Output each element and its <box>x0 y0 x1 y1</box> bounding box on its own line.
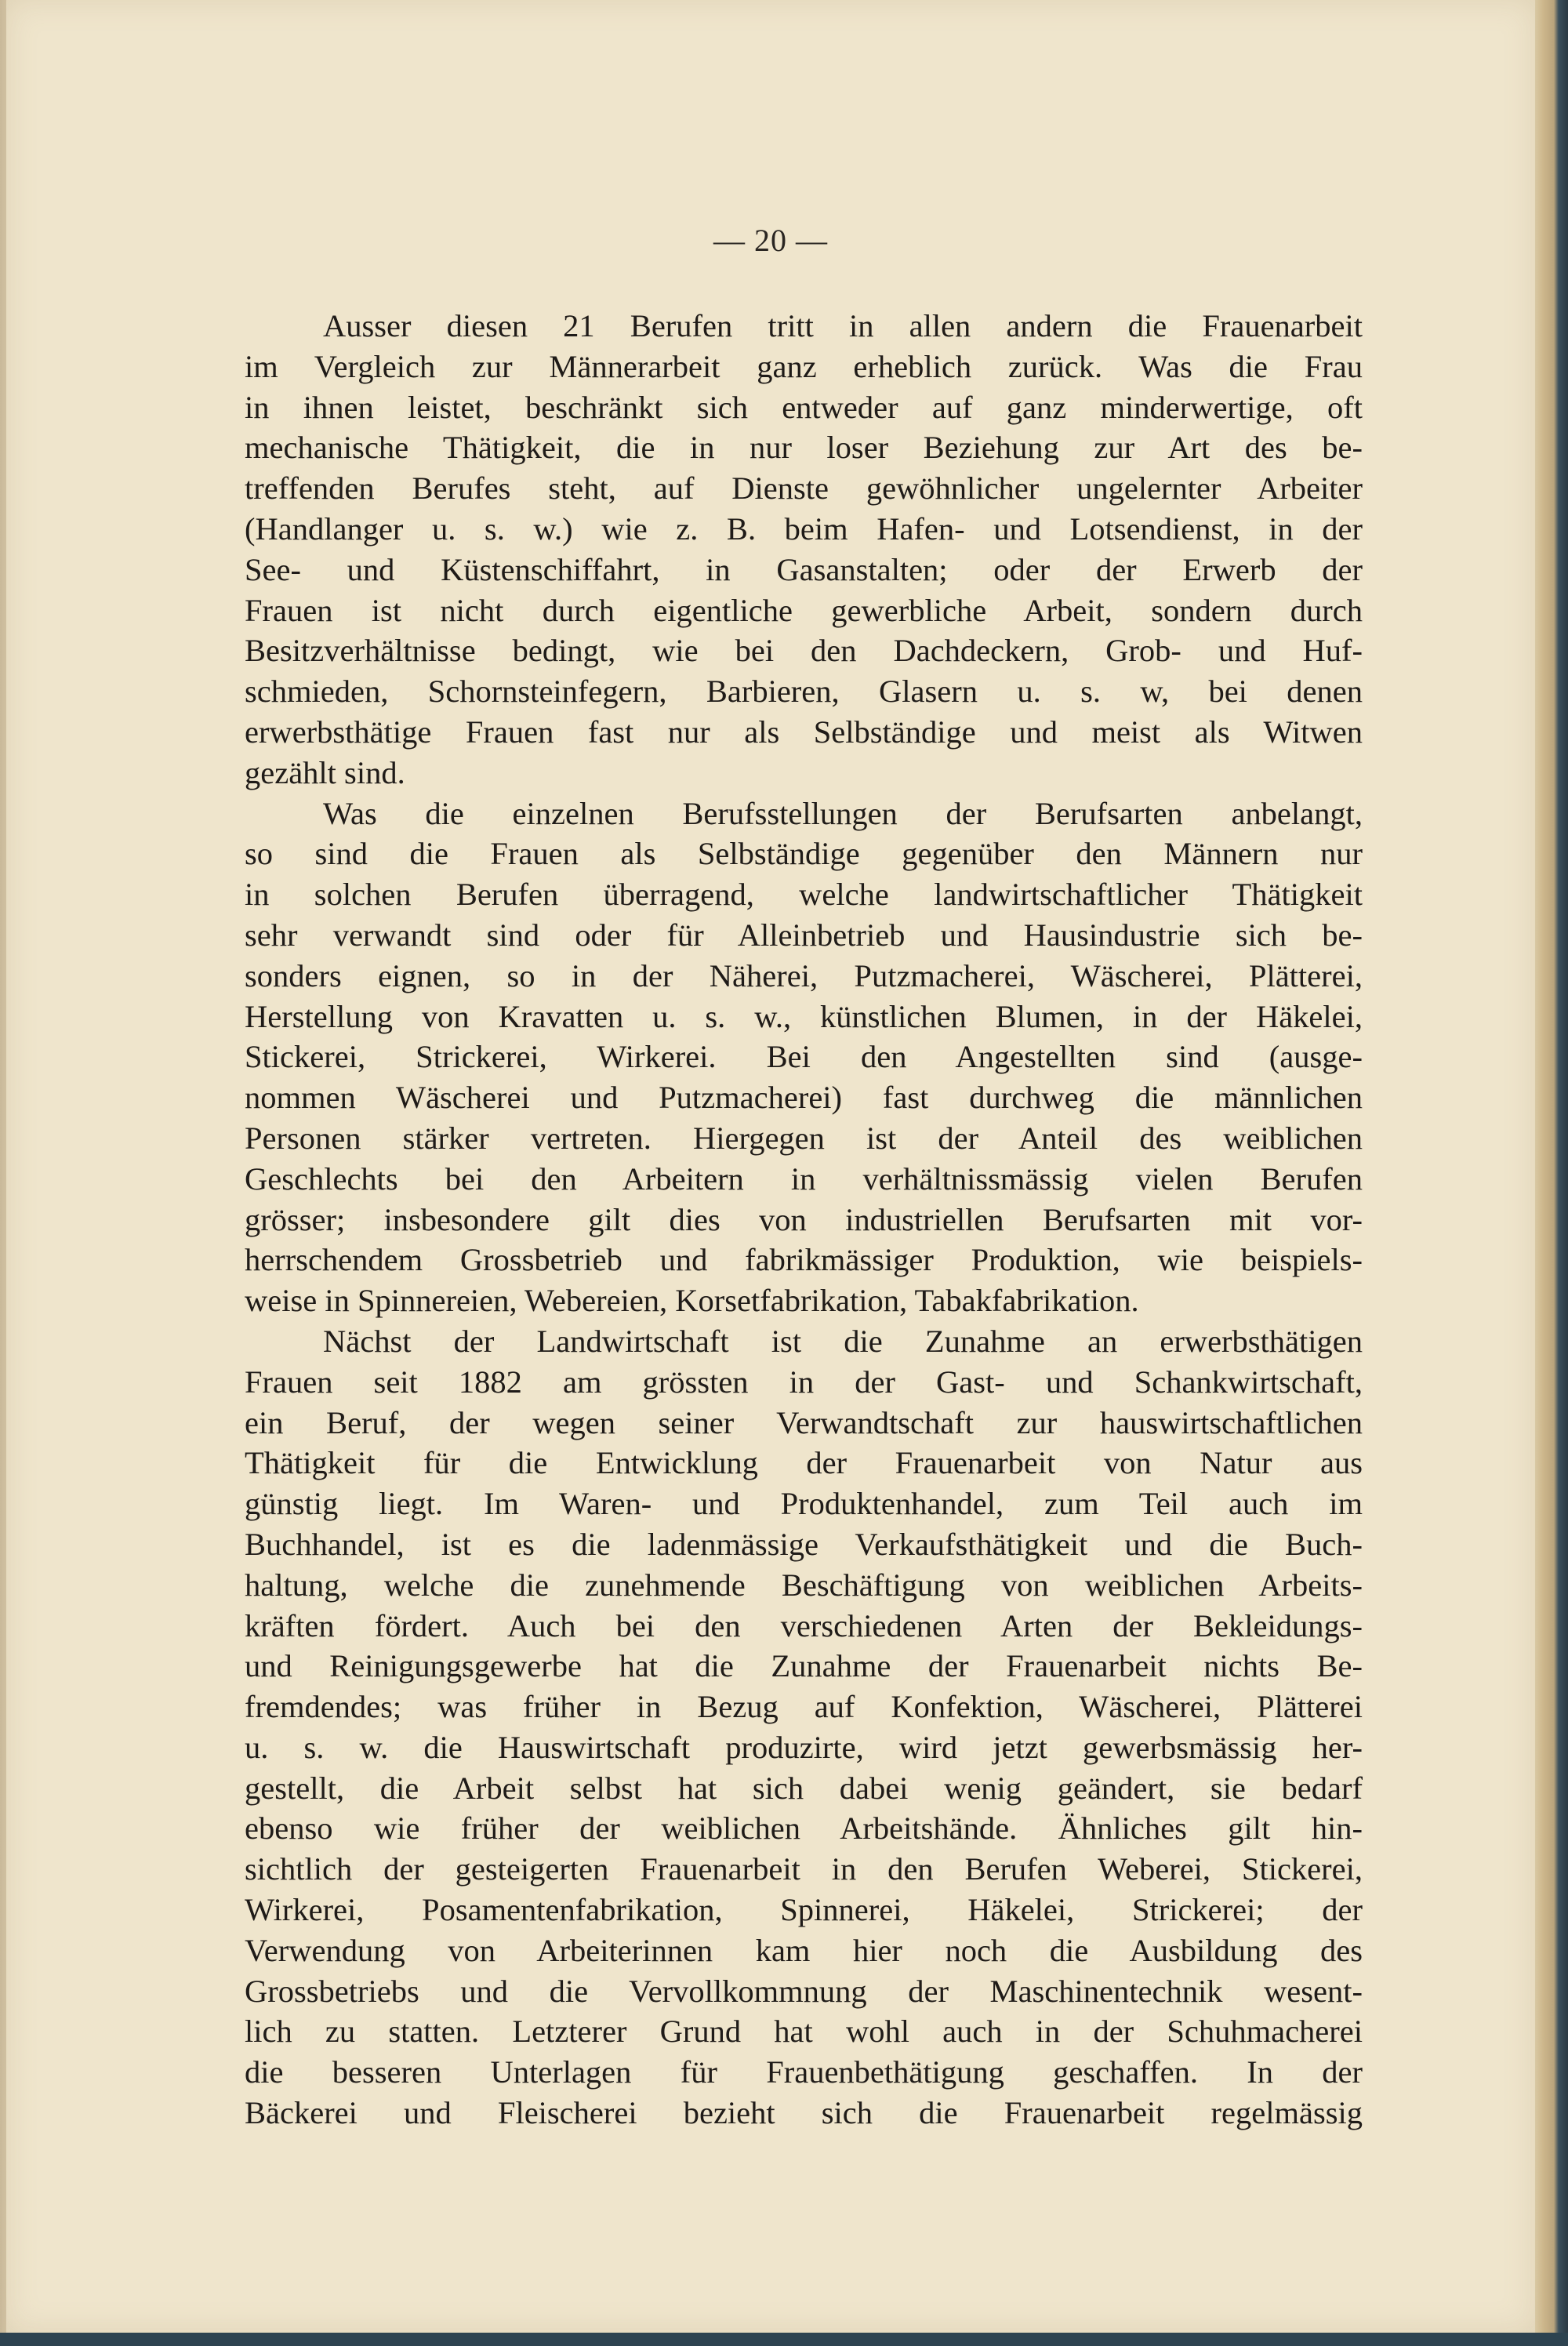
book-page <box>6 0 1535 2333</box>
text-line: in ihnen leistet, beschränkt sich entweder auf ganz minderwertige, oft <box>245 389 1363 425</box>
text-line: ein Beruf, der wegen seiner Verwandtschaft zur hauswirtschaftlichen <box>245 1404 1363 1440</box>
text-line: günstig liegt. Im Waren- und Produktenhandel, zum Teil auch im <box>245 1486 1363 1522</box>
text-line: Buchhandel, ist es die ladenmässige Verkaufsthätigkeit und die Buch- <box>245 1526 1363 1562</box>
text-line: erwerbsthätige Frauen fast nur als Selbständige und meist als Witwen <box>245 714 1363 750</box>
text-line: im Vergleich zur Männerarbeit ganz erheblich zurück. Was die Frau <box>245 348 1363 384</box>
text-line: mechanische Thätigkeit, die in nur loser Beziehung zur Art des be- <box>245 430 1363 466</box>
text-line: herrschendem Grossbetrieb und fabrikmässiger Produktion, wie beispiels- <box>245 1242 1363 1278</box>
text-line: Thätigkeit für die Entwicklung der Frauenarbeit von Natur aus <box>245 1445 1363 1481</box>
text-line: schmieden, Schornsteinfegern, Barbieren, Glasern u. s. w, bei denen <box>245 674 1363 710</box>
text-line: nommen Wäscherei und Putzmacherei) fast durchweg die männlichen <box>245 1080 1363 1116</box>
text-line: treffenden Berufes steht, auf Dienste gewöhnlicher ungelernter Arbeiter <box>245 470 1363 507</box>
page-number: — 20 — <box>713 223 828 258</box>
text-line: Verwendung von Arbeiterinnen kam hier noch die Ausbildung des <box>245 1932 1363 1968</box>
text-line: Bäckerei und Fleischerei bezieht sich die Frauenarbeit regelmässig <box>245 2095 1363 2131</box>
text-line: sehr verwandt sind oder für Alleinbetrieb und Hausindustrie sich be- <box>245 917 1363 953</box>
text-line: Was die einzelnen Berufsstellungen der Berufsarten anbelangt, <box>323 795 1363 831</box>
text-line: Geschlechts bei den Arbeitern in verhältnissmässig vielen Berufen <box>245 1160 1363 1197</box>
text-line: sichtlich der gesteigerten Frauenarbeit in den Berufen Weberei, Stickerei, <box>245 1851 1363 1887</box>
text-line: (Handlanger u. s. w.) wie z. B. beim Hafen- und Lotsendienst, in der <box>245 510 1363 547</box>
text-line: haltung, welche die zunehmende Beschäftigung von weiblichen Arbeits- <box>245 1567 1363 1603</box>
text-line: lich zu statten. Letzterer Grund hat wohl auch in der Schuhmacherei <box>245 2014 1363 2050</box>
text-line: fremdendes; was früher in Bezug auf Konfektion, Wäscherei, Plätterei <box>245 1689 1363 1725</box>
text-line: u. s. w. die Hauswirtschaft produzirte, wird jetzt gewerbsmässig her- <box>245 1729 1363 1765</box>
text-line: Besitzverhältnisse bedingt, wie bei den Dachdeckern, Grob- und Huf- <box>245 633 1363 669</box>
text-line: kräften fördert. Auch bei den verschiedenen Arten der Bekleidungs- <box>245 1607 1363 1643</box>
scan-bottom-edge <box>0 2333 1568 2346</box>
text-line: Frauen ist nicht durch eigentliche gewerbliche Arbeit, sondern durch <box>245 592 1363 628</box>
book-spine <box>1535 0 1568 2346</box>
text-line: Stickerei, Strickerei, Wirkerei. Bei den Angestellten sind (ausge- <box>245 1039 1363 1075</box>
text-line: Nächst der Landwirtschaft ist die Zunahme an erwerbsthätigen <box>323 1323 1363 1359</box>
text-line: grösser; insbesondere gilt dies von industriellen Berufsarten mit vor- <box>245 1201 1363 1237</box>
text-line: See- und Küstenschiffahrt, in Gasanstalten; oder der Erwerb der <box>245 551 1363 587</box>
text-line: ebenso wie früher der weiblichen Arbeitshände. Ähnliches gilt hin- <box>245 1810 1363 1847</box>
text-line: sonders eignen, so in der Näherei, Putzmacherei, Wäscherei, Plätterei, <box>245 957 1363 993</box>
text-line: Grossbetriebs und die Vervollkommnung der Maschinentechnik wesent- <box>245 1973 1363 2009</box>
text-line: in solchen Berufen überragend, welche landwirtschaftlicher Thätigkeit <box>245 877 1363 913</box>
text-line: gestellt, die Arbeit selbst hat sich dabei wenig geändert, sie bedarf <box>245 1770 1363 1806</box>
text-line: Herstellung von Kravatten u. s. w., künstlichen Blumen, in der Häkelei, <box>245 998 1363 1034</box>
text-line: Wirkerei, Posamentenfabrikation, Spinnerei, Häkelei, Strickerei; der <box>245 1892 1363 1928</box>
text-line: und Reinigungsgewerbe hat die Zunahme der Frauenarbeit nichts Be- <box>245 1648 1363 1684</box>
body-text <box>245 306 1363 2134</box>
text-line: gezählt sind. <box>245 754 405 790</box>
text-line: Ausser diesen 21 Berufen tritt in allen andern die Frauenarbeit <box>323 308 1363 343</box>
text-line: Frauen seit 1882 am grössten in der Gast- und Schankwirtschaft, <box>245 1364 1363 1400</box>
text-line: weise in Spinnereien, Webereien, Korsetfabrikation, Tabakfabrikation. <box>245 1283 1139 1319</box>
text-line: die besseren Unterlagen für Frauenbethätigung geschaffen. In der <box>245 2054 1363 2090</box>
text-line: Personen stärker vertreten. Hiergegen ist der Anteil des weiblichen <box>245 1120 1363 1156</box>
text-line: so sind die Frauen als Selbständige gegenüber den Männern nur <box>245 836 1363 872</box>
